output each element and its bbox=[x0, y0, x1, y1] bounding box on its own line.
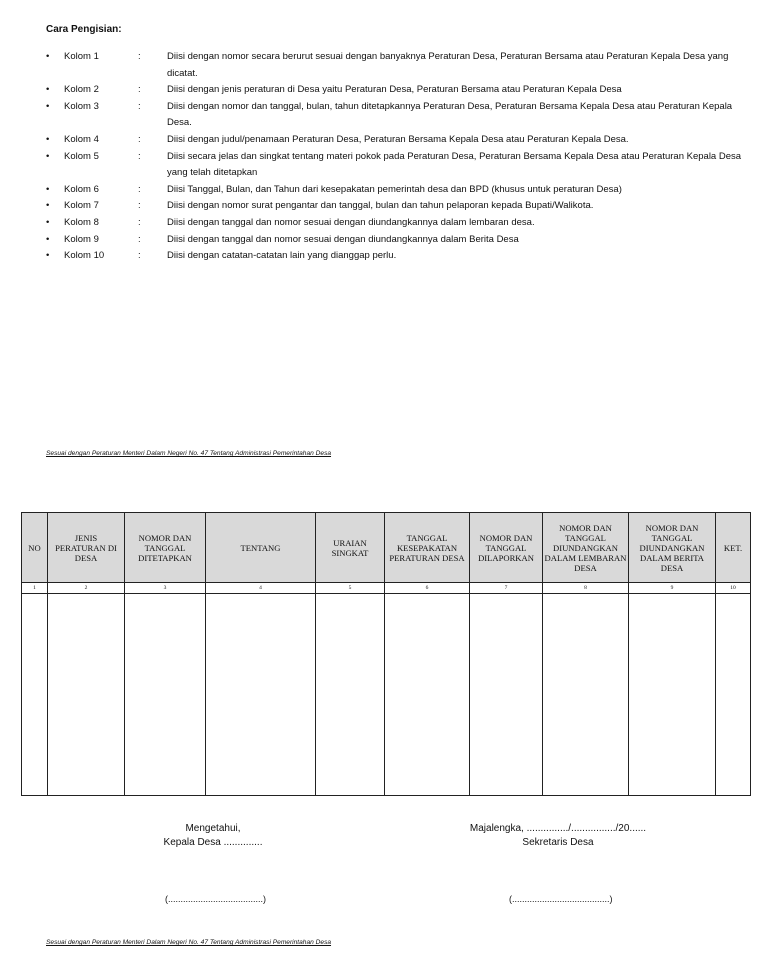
column-header: JENIS PERATURAN DI DESA bbox=[48, 513, 125, 583]
instruction-item bbox=[46, 132, 746, 149]
instruction-colon: : bbox=[138, 51, 141, 62]
bullet-icon: • bbox=[46, 250, 50, 262]
instruction-item bbox=[46, 99, 746, 132]
instruction-colon: : bbox=[138, 183, 141, 195]
column-number: 2 bbox=[48, 583, 125, 594]
column-header: TENTANG bbox=[206, 513, 316, 583]
instruction-column-label: Kolom 2 bbox=[64, 84, 99, 96]
instruction-description: Diisi secara jelas dan singkat tentang materi pokok pada Peraturan Desa, Peraturan Bersama Kepala Desa atau Peraturan Kepala Desa yang telah ditetapkan bbox=[167, 150, 742, 179]
column-number: 10 bbox=[716, 583, 751, 594]
bullet-icon: • bbox=[46, 84, 50, 96]
instruction-column-label: Kolom 10 bbox=[64, 250, 105, 262]
column-number: 8 bbox=[543, 583, 629, 594]
instruction-colon: : bbox=[138, 84, 141, 96]
column-header: NOMOR DAN TANGGAL DILAPORKAN bbox=[470, 513, 543, 583]
column-number: 5 bbox=[316, 583, 385, 594]
instruction-item bbox=[46, 182, 746, 199]
instruction-column-label: Kolom 7 bbox=[64, 200, 99, 212]
empty-cell bbox=[629, 594, 716, 796]
instruction-column-label: Kolom 3 bbox=[64, 100, 99, 112]
bullet-icon: • bbox=[46, 100, 50, 112]
table-body-row bbox=[22, 594, 751, 796]
table-header-row bbox=[22, 513, 751, 583]
village-secretary-label: Sekretaris Desa bbox=[522, 837, 594, 848]
empty-cell bbox=[543, 594, 629, 796]
instruction-item bbox=[46, 248, 746, 265]
bullet-icon: • bbox=[46, 200, 50, 212]
empty-cell bbox=[206, 594, 316, 796]
empty-cell bbox=[125, 594, 206, 796]
instruction-colon: : bbox=[138, 250, 141, 262]
empty-cell bbox=[716, 594, 751, 796]
instruction-item bbox=[46, 149, 746, 182]
bullet-icon: • bbox=[46, 233, 50, 245]
instruction-column-label: Kolom 9 bbox=[64, 233, 99, 245]
column-header: NOMOR DAN TANGGAL DIUNDANGKAN DALAM LEMBARAN DESA bbox=[543, 513, 629, 583]
instruction-item bbox=[46, 49, 746, 82]
column-number: 4 bbox=[206, 583, 316, 594]
bullet-icon: • bbox=[46, 183, 50, 195]
instruction-column-label: Kolom 1 bbox=[64, 51, 99, 62]
register-table bbox=[21, 512, 751, 796]
acknowledged-label: Mengetahui, bbox=[185, 823, 241, 834]
bullet-icon: • bbox=[46, 216, 50, 228]
column-number: 9 bbox=[629, 583, 716, 594]
empty-cell bbox=[48, 594, 125, 796]
instruction-description: Diisi dengan tanggal dan nomor sesuai dengan diundangkannya dalam lembaran desa. bbox=[167, 216, 535, 228]
column-header: NOMOR DAN TANGGAL DIUNDANGKAN DALAM BERITA DESA bbox=[629, 513, 716, 583]
empty-cell bbox=[470, 594, 543, 796]
instruction-colon: : bbox=[138, 200, 141, 212]
instruction-description: Diisi dengan judul/penamaan Peraturan Desa, Peraturan Bersama Kepala Desa atau Peraturan Kepala Desa. bbox=[167, 133, 629, 145]
instruction-item bbox=[46, 232, 746, 249]
instruction-colon: : bbox=[138, 133, 141, 145]
instruction-column-label: Kolom 6 bbox=[64, 183, 99, 195]
empty-cell bbox=[385, 594, 470, 796]
instruction-colon: : bbox=[138, 100, 141, 112]
signature-blank-left: (......................................) bbox=[165, 894, 267, 904]
column-number: 7 bbox=[470, 583, 543, 594]
bullet-icon: • bbox=[46, 150, 50, 162]
column-header: NO bbox=[22, 513, 48, 583]
regulation-reference: Sesuai dengan Peraturan Menteri Dalam Negeri No. 47 Tentang Administrasi Pemerintahan Desa bbox=[46, 450, 332, 457]
instruction-description: Diisi dengan tanggal dan nomor sesuai dengan diundangkannya dalam Berita Desa bbox=[167, 233, 519, 245]
signature-left bbox=[134, 822, 292, 850]
column-header: TANGGAL KESEPAKATAN PERATURAN DESA bbox=[385, 513, 470, 583]
instruction-description: Diisi dengan nomor surat pengantar dan tanggal, bulan dan tahun pelaporan kepada Bupati/Walikota. bbox=[167, 200, 594, 212]
instruction-description: Diisi dengan catatan-catatan lain yang dianggap perlu. bbox=[167, 250, 397, 262]
instructions-list bbox=[46, 49, 746, 265]
instruction-item bbox=[46, 82, 746, 99]
instruction-description: Diisi dengan nomor secara berurut sesuai dengan banyaknya Peraturan Desa, Peraturan Bersama atau Peraturan Kepala Desa yang dicatat. bbox=[167, 51, 729, 79]
instruction-column-label: Kolom 8 bbox=[64, 216, 99, 228]
column-header: NOMOR DAN TANGGAL DITETAPKAN bbox=[125, 513, 206, 583]
instruction-item bbox=[46, 215, 746, 232]
bullet-icon: • bbox=[46, 133, 50, 145]
instruction-description: Diisi Tanggal, Bulan, dan Tahun dari kesepakatan pemerintah desa dan BPD (khusus untuk peraturan Desa) bbox=[167, 183, 622, 195]
column-header: URAIAN SINGKAT bbox=[316, 513, 385, 583]
instructions-heading: Cara Pengisian: bbox=[46, 24, 122, 35]
empty-cell bbox=[316, 594, 385, 796]
signature-right bbox=[448, 822, 668, 850]
place-date-line: Majalengka, .............../................/20...... bbox=[469, 823, 647, 834]
instruction-column-label: Kolom 5 bbox=[64, 150, 99, 162]
instruction-colon: : bbox=[138, 150, 141, 162]
footer-reference: Sesuai dengan Peraturan Menteri Dalam Negeri No. 47 Tentang Administrasi Pemerintahan Desa bbox=[46, 939, 332, 946]
instruction-colon: : bbox=[138, 216, 141, 228]
column-number-row bbox=[22, 583, 751, 594]
instruction-colon: : bbox=[138, 233, 141, 245]
column-header: KET. bbox=[716, 513, 751, 583]
instruction-description: Diisi dengan nomor dan tanggal, bulan, tahun ditetapkannya Peraturan Desa, Peraturan Bersama Kepala Desa atau Peraturan Kepala Desa. bbox=[167, 100, 733, 129]
column-number: 1 bbox=[22, 583, 48, 594]
column-number: 3 bbox=[125, 583, 206, 594]
signature-blank-right: (.......................................) bbox=[509, 894, 613, 904]
instruction-column-label: Kolom 4 bbox=[64, 133, 99, 145]
village-head-label: Kepala Desa .............. bbox=[163, 837, 263, 848]
bullet-icon: • bbox=[46, 51, 50, 62]
empty-cell bbox=[22, 594, 48, 796]
instruction-item bbox=[46, 198, 746, 215]
column-number: 6 bbox=[385, 583, 470, 594]
instruction-description: Diisi dengan jenis peraturan di Desa yaitu Peraturan Desa, Peraturan Bersama atau Peraturan Kepala Desa bbox=[167, 84, 622, 96]
